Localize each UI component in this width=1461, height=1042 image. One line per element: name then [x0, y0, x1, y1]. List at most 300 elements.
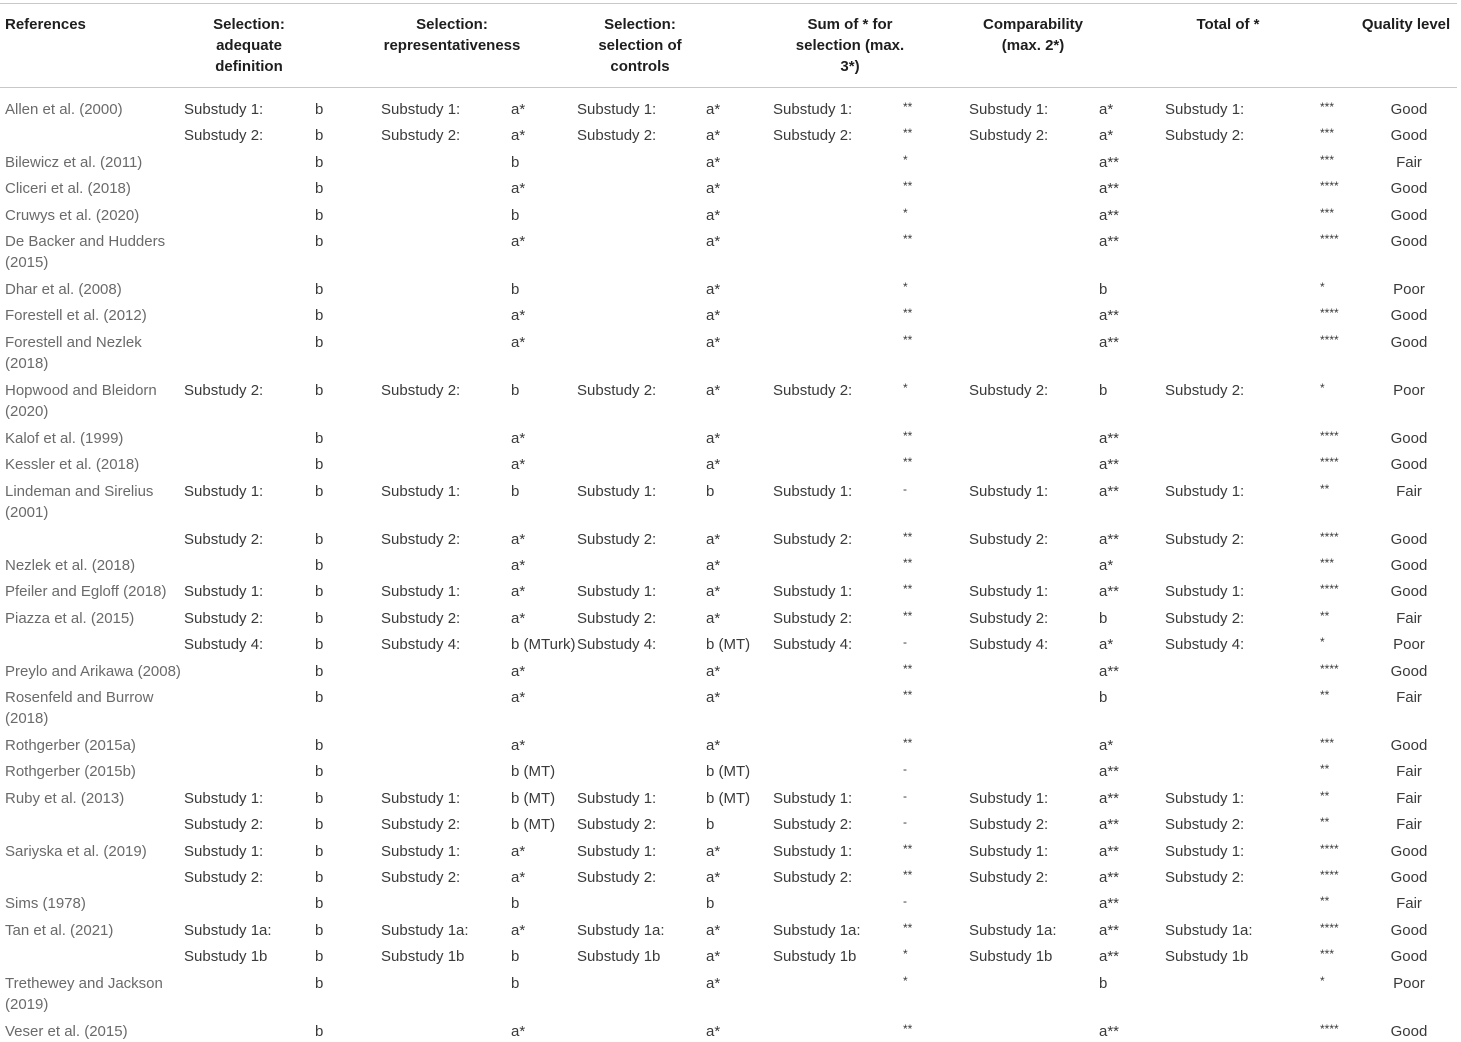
header-quality-level-line: Quality level — [1361, 16, 1451, 33]
quality-level-value: Good — [1390, 456, 1428, 474]
header-representativeness — [362, 14, 542, 56]
adequate-definition-value: b — [315, 180, 324, 198]
substudy-label-total: Substudy 1: — [1165, 482, 1245, 500]
comparability-value: a** — [1099, 307, 1120, 325]
representativeness-value: a* — [511, 180, 526, 198]
quality-level-value: Fair — [1396, 609, 1422, 627]
sum-selection-value: ** — [903, 332, 913, 347]
adequate-definition-value: b — [315, 763, 324, 781]
controls-value: a* — [706, 662, 721, 680]
sum-selection-value: ** — [903, 179, 913, 194]
header-sum-selection — [770, 14, 930, 77]
controls-value: a* — [706, 557, 721, 574]
representativeness-value: a* — [511, 869, 526, 886]
substudy-label-representativeness: Substudy 2: — [381, 530, 461, 548]
representativeness-value: a* — [511, 609, 526, 627]
quality-level-value: Good — [1390, 1022, 1428, 1040]
quality-level-value: Good — [1390, 180, 1428, 198]
header-selection-of-controls — [575, 14, 705, 77]
reference-cell: Lindeman and Sirelius — [5, 482, 154, 500]
header-adequate-definition-line: Selection: — [213, 16, 285, 33]
quality-level-value: Fair — [1396, 816, 1422, 834]
representativeness-value: a* — [511, 101, 526, 118]
comparability-value: a** — [1099, 233, 1120, 250]
representativeness-value: a* — [511, 1022, 526, 1040]
representativeness-value: b — [511, 281, 520, 298]
substudy-label-total: Substudy 4: — [1165, 636, 1245, 654]
total-stars-value: *** — [1320, 556, 1335, 570]
total-stars-value: ** — [1320, 688, 1330, 702]
representativeness-value: b — [511, 895, 520, 913]
substudy-label-controls: Substudy 1: — [577, 583, 657, 601]
controls-value: a* — [706, 456, 721, 474]
representativeness-value: a* — [511, 233, 526, 250]
total-stars-value: **** — [1320, 455, 1339, 470]
controls-value: a* — [706, 101, 721, 118]
substudy-label-definition: Substudy 1: — [184, 842, 264, 860]
reference-cell: (2015) — [5, 254, 49, 271]
substudy-label-sum: Substudy 1: — [773, 789, 853, 807]
adequate-definition-value: b — [315, 233, 324, 250]
substudy-label-sum: Substudy 2: — [773, 869, 853, 886]
quality-level-value: Fair — [1396, 895, 1422, 913]
total-stars-value: * — [1320, 973, 1325, 988]
substudy-label-definition: Substudy 2: — [184, 381, 264, 399]
substudy-label-sum: Substudy 2: — [773, 816, 853, 834]
comparability-value: b — [1099, 381, 1108, 399]
sum-selection-value: ** — [903, 920, 913, 935]
substudy-label-controls: Substudy 2: — [577, 609, 657, 627]
comparability-value: a** — [1099, 206, 1120, 224]
quality-level-value: Good — [1390, 127, 1428, 145]
substudy-label-comparability: Substudy 1: — [969, 842, 1049, 860]
substudy-label-definition: Substudy 4: — [184, 636, 264, 654]
adequate-definition-value: b — [315, 307, 324, 325]
controls-value: b (MT) — [706, 763, 751, 781]
comparability-value: a** — [1099, 763, 1120, 781]
quality-level-value: Good — [1390, 948, 1428, 966]
substudy-label-comparability: Substudy 2: — [969, 530, 1049, 548]
header-representativeness-line: Selection: — [416, 16, 488, 33]
comparability-value: a** — [1099, 816, 1120, 834]
controls-value: b — [706, 816, 715, 834]
adequate-definition-value: b — [315, 609, 324, 627]
total-stars-value: ** — [1320, 762, 1330, 777]
header-references — [5, 14, 165, 35]
reference-cell: Dhar et al. (2008) — [5, 281, 122, 298]
sum-selection-value: ** — [903, 100, 913, 114]
substudy-label-sum: Substudy 1: — [773, 583, 853, 601]
adequate-definition-value: b — [315, 1022, 324, 1040]
representativeness-value: a* — [511, 842, 526, 860]
substudy-label-comparability: Substudy 1: — [969, 101, 1049, 118]
quality-level-value: Fair — [1396, 153, 1422, 171]
comparability-value: a** — [1099, 842, 1120, 860]
representativeness-value: a* — [511, 530, 526, 548]
total-stars-value: ** — [1320, 815, 1330, 830]
sum-selection-value: ** — [903, 529, 913, 544]
header-sum-selection-line: Sum of * for — [807, 16, 893, 33]
controls-value: a* — [706, 530, 721, 548]
total-stars-value: * — [1320, 280, 1325, 294]
reference-cell: Nezlek et al. (2018) — [5, 557, 136, 574]
sum-selection-value: ** — [903, 582, 913, 597]
reference-cell: Pfeiler and Egloff (2018) — [5, 583, 167, 601]
representativeness-value: b — [511, 948, 520, 966]
sum-selection-value: ** — [903, 126, 913, 141]
total-stars-value: **** — [1320, 232, 1339, 246]
substudy-label-total: Substudy 2: — [1165, 381, 1245, 399]
header-adequate-definition-line: adequate — [216, 37, 282, 54]
representativeness-value: b — [511, 974, 520, 992]
total-stars-value: *** — [1320, 126, 1335, 141]
controls-value: b (MT) — [706, 636, 751, 654]
comparability-value: a** — [1099, 482, 1120, 500]
sum-selection-value: - — [903, 635, 907, 650]
substudy-label-representativeness: Substudy 1: — [381, 482, 461, 500]
adequate-definition-value: b — [315, 456, 324, 474]
representativeness-value: a* — [511, 557, 526, 574]
adequate-definition-value: b — [315, 333, 324, 351]
adequate-definition-value: b — [315, 381, 324, 399]
substudy-label-comparability: Substudy 1a: — [969, 921, 1057, 939]
sum-selection-value: * — [903, 205, 908, 220]
sum-selection-value: ** — [903, 661, 913, 676]
representativeness-value: b (MTurk) — [511, 636, 576, 654]
adequate-definition-value: b — [315, 662, 324, 680]
sum-selection-value: ** — [903, 841, 913, 856]
adequate-definition-value: b — [315, 921, 324, 939]
header-total — [1168, 14, 1288, 35]
substudy-label-comparability: Substudy 1b — [969, 948, 1053, 966]
adequate-definition-value: b — [315, 101, 324, 118]
header-representativeness-line: representativeness — [383, 37, 521, 54]
sum-selection-value: - — [903, 788, 907, 803]
header-adequate-definition — [188, 14, 310, 77]
sum-selection-value: * — [903, 947, 908, 962]
quality-level-value: Good — [1390, 842, 1428, 860]
reference-cell: Kalof et al. (1999) — [5, 429, 124, 447]
total-stars-value: *** — [1320, 152, 1335, 167]
sum-selection-value: * — [903, 152, 908, 167]
substudy-label-total: Substudy 1b — [1165, 948, 1249, 966]
header-rule — [0, 87, 1457, 88]
reference-cell: (2020) — [5, 402, 49, 420]
substudy-label-controls: Substudy 4: — [577, 636, 657, 654]
quality-level-value: Fair — [1396, 763, 1422, 781]
total-stars-value: **** — [1320, 582, 1339, 597]
comparability-value: a** — [1099, 456, 1120, 474]
sum-selection-value: ** — [903, 608, 913, 623]
representativeness-value: a* — [511, 333, 526, 351]
reference-cell: Bilewicz et al. (2011) — [5, 153, 143, 171]
representativeness-value: b (MT) — [511, 763, 556, 781]
reference-cell: Hopwood and Bleidorn — [5, 381, 157, 399]
controls-value: a* — [706, 869, 721, 886]
reference-cell: Ruby et al. (2013) — [5, 789, 125, 807]
substudy-label-total: Substudy 1: — [1165, 789, 1245, 807]
reference-cell: (2018) — [5, 354, 49, 372]
comparability-value: a* — [1099, 737, 1114, 754]
total-stars-value: *** — [1320, 205, 1335, 220]
substudy-label-total: Substudy 2: — [1165, 127, 1245, 145]
reference-cell: Sims (1978) — [5, 895, 86, 913]
adequate-definition-value: b — [315, 429, 324, 447]
substudy-label-controls: Substudy 1b — [577, 948, 661, 966]
sum-selection-value: ** — [903, 428, 913, 443]
controls-value: a* — [706, 333, 721, 351]
representativeness-value: a* — [511, 429, 526, 447]
adequate-definition-value: b — [315, 895, 324, 913]
adequate-definition-value: b — [315, 737, 324, 754]
representativeness-value: b — [511, 153, 520, 171]
quality-level-value: Poor — [1393, 281, 1425, 298]
controls-value: a* — [706, 206, 721, 224]
comparability-value: a** — [1099, 153, 1120, 171]
header-selection-of-controls-line: Selection: — [604, 16, 676, 33]
controls-value: a* — [706, 180, 721, 198]
adequate-definition-value: b — [315, 789, 324, 807]
comparability-value: b — [1099, 609, 1108, 627]
quality-level-value: Good — [1390, 921, 1428, 939]
substudy-label-comparability: Substudy 4: — [969, 636, 1049, 654]
quality-level-value: Good — [1390, 429, 1428, 447]
adequate-definition-value: b — [315, 816, 324, 834]
total-stars-value: * — [1320, 635, 1325, 650]
substudy-label-total: Substudy 2: — [1165, 869, 1245, 886]
substudy-label-definition: Substudy 2: — [184, 609, 264, 627]
sum-selection-value: ** — [903, 232, 913, 246]
substudy-label-comparability: Substudy 2: — [969, 609, 1049, 627]
header-comparability-line: Comparability — [982, 16, 1084, 33]
total-stars-value: ** — [1320, 608, 1330, 623]
reference-cell: De Backer and Hudders — [5, 233, 166, 250]
representativeness-value: a* — [511, 127, 526, 145]
quality-level-value: Good — [1390, 206, 1428, 224]
substudy-label-sum: Substudy 2: — [773, 609, 853, 627]
substudy-label-total: Substudy 1a: — [1165, 921, 1253, 939]
substudy-label-total: Substudy 2: — [1165, 530, 1245, 548]
header-quality-level — [1356, 14, 1456, 35]
comparability-value: a** — [1099, 948, 1120, 966]
comparability-value: a* — [1099, 636, 1114, 654]
total-stars-value: **** — [1320, 529, 1339, 544]
total-stars-value: **** — [1320, 1021, 1339, 1036]
reference-cell: (2019) — [5, 995, 49, 1013]
substudy-label-comparability: Substudy 1: — [969, 583, 1049, 601]
adequate-definition-value: b — [315, 127, 324, 145]
adequate-definition-value: b — [315, 948, 324, 966]
substudy-label-comparability: Substudy 2: — [969, 381, 1049, 399]
representativeness-value: b (MT) — [511, 789, 556, 807]
adequate-definition-value: b — [315, 281, 324, 298]
substudy-label-total: Substudy 1: — [1165, 583, 1245, 601]
substudy-label-representativeness: Substudy 2: — [381, 816, 461, 834]
controls-value: a* — [706, 307, 721, 325]
header-selection-of-controls-line: selection of — [598, 37, 682, 54]
controls-value: a* — [706, 233, 721, 250]
substudy-label-sum: Substudy 2: — [773, 530, 853, 548]
total-stars-value: **** — [1320, 179, 1339, 194]
top-rule — [0, 3, 1457, 4]
substudy-label-definition: Substudy 1: — [184, 583, 264, 601]
quality-level-value: Fair — [1396, 482, 1422, 500]
reference-cell: Tan et al. (2021) — [5, 921, 114, 939]
comparability-value: a** — [1099, 333, 1120, 351]
substudy-label-sum: Substudy 1: — [773, 842, 853, 860]
reference-cell: Forestell et al. (2012) — [5, 307, 147, 325]
substudy-label-controls: Substudy 2: — [577, 816, 657, 834]
substudy-label-definition: Substudy 1a: — [184, 921, 272, 939]
controls-value: a* — [706, 609, 721, 627]
controls-value: a* — [706, 1022, 721, 1040]
reference-cell: Cruwys et al. (2020) — [5, 206, 140, 224]
substudy-label-controls: Substudy 1: — [577, 482, 657, 500]
comparability-value: a* — [1099, 127, 1114, 145]
sum-selection-value: * — [903, 280, 908, 294]
comparability-value: b — [1099, 281, 1108, 298]
representativeness-value: a* — [511, 921, 526, 939]
substudy-label-controls: Substudy 2: — [577, 530, 657, 548]
substudy-label-definition: Substudy 1b — [184, 948, 268, 966]
comparability-value: a** — [1099, 429, 1120, 447]
substudy-label-representativeness: Substudy 1: — [381, 583, 461, 601]
quality-level-value: Good — [1390, 101, 1428, 118]
substudy-label-definition: Substudy 2: — [184, 530, 264, 548]
adequate-definition-value: b — [315, 153, 324, 171]
substudy-label-representativeness: Substudy 4: — [381, 636, 461, 654]
sum-selection-value: ** — [903, 1021, 913, 1036]
adequate-definition-value: b — [315, 557, 324, 574]
controls-value: a* — [706, 842, 721, 860]
representativeness-value: b — [511, 482, 520, 500]
substudy-label-representativeness: Substudy 1b — [381, 948, 465, 966]
controls-value: a* — [706, 921, 721, 939]
controls-value: b — [706, 895, 715, 913]
substudy-label-sum: Substudy 2: — [773, 381, 853, 399]
adequate-definition-value: b — [315, 842, 324, 860]
header-adequate-definition-line: definition — [215, 58, 283, 75]
header-references-line: References — [5, 16, 86, 33]
substudy-label-representativeness: Substudy 2: — [381, 127, 461, 145]
substudy-label-total: Substudy 1: — [1165, 842, 1245, 860]
controls-value: a* — [706, 281, 721, 298]
total-stars-value: **** — [1320, 868, 1339, 882]
total-stars-value: *** — [1320, 736, 1335, 750]
sum-selection-value: - — [903, 815, 907, 830]
substudy-label-definition: Substudy 2: — [184, 127, 264, 145]
controls-value: a* — [706, 737, 721, 754]
reference-cell: Rosenfeld and Burrow — [5, 689, 154, 706]
substudy-label-comparability: Substudy 2: — [969, 816, 1049, 834]
representativeness-value: a* — [511, 662, 526, 680]
adequate-definition-value: b — [315, 689, 324, 706]
adequate-definition-value: b — [315, 974, 324, 992]
representativeness-value: a* — [511, 689, 526, 706]
substudy-label-representativeness: Substudy 1: — [381, 789, 461, 807]
substudy-label-controls: Substudy 2: — [577, 869, 657, 886]
quality-level-value: Good — [1390, 737, 1428, 754]
substudy-label-controls: Substudy 1: — [577, 101, 657, 118]
sum-selection-value: ** — [903, 868, 913, 882]
total-stars-value: *** — [1320, 947, 1335, 962]
substudy-label-representativeness: Substudy 2: — [381, 381, 461, 399]
reference-cell: Preylo and Arikawa (2008) — [5, 662, 181, 680]
total-stars-value: **** — [1320, 920, 1339, 935]
adequate-definition-value: b — [315, 636, 324, 654]
quality-level-value: Good — [1390, 233, 1428, 250]
adequate-definition-value: b — [315, 206, 324, 224]
controls-value: a* — [706, 429, 721, 447]
substudy-label-representativeness: Substudy 2: — [381, 609, 461, 627]
adequate-definition-value: b — [315, 583, 324, 601]
substudy-label-sum: Substudy 1: — [773, 482, 853, 500]
comparability-value: a** — [1099, 530, 1120, 548]
quality-level-value: Good — [1390, 530, 1428, 548]
substudy-label-comparability: Substudy 1: — [969, 789, 1049, 807]
adequate-definition-value: b — [315, 530, 324, 548]
header-sum-selection-line: selection (max. — [795, 37, 905, 54]
substudy-label-controls: Substudy 1a: — [577, 921, 665, 939]
sum-selection-value: ** — [903, 688, 913, 702]
substudy-label-sum: Substudy 1a: — [773, 921, 861, 939]
sum-selection-value: ** — [903, 455, 913, 470]
representativeness-value: a* — [511, 737, 526, 754]
controls-value: a* — [706, 689, 721, 706]
substudy-label-definition: Substudy 1: — [184, 101, 264, 118]
substudy-label-sum: Substudy 2: — [773, 127, 853, 145]
header-selection-of-controls-line: controls — [610, 58, 670, 75]
quality-level-value: Poor — [1393, 974, 1425, 992]
quality-level-value: Poor — [1393, 381, 1425, 399]
quality-level-value: Good — [1390, 869, 1428, 886]
substudy-label-comparability: Substudy 2: — [969, 127, 1049, 145]
sum-selection-value: ** — [903, 736, 913, 750]
comparability-value: b — [1099, 689, 1108, 706]
total-stars-value: * — [1320, 380, 1325, 395]
controls-value: a* — [706, 948, 721, 966]
substudy-label-representativeness: Substudy 1: — [381, 101, 461, 118]
substudy-label-sum: Substudy 4: — [773, 636, 853, 654]
substudy-label-total: Substudy 2: — [1165, 816, 1245, 834]
quality-level-value: Good — [1390, 583, 1428, 601]
substudy-label-total: Substudy 1: — [1165, 101, 1245, 118]
substudy-label-definition: Substudy 2: — [184, 869, 264, 886]
substudy-label-controls: Substudy 1: — [577, 789, 657, 807]
representativeness-value: a* — [511, 307, 526, 325]
comparability-value: a** — [1099, 869, 1120, 886]
substudy-label-definition: Substudy 1: — [184, 789, 264, 807]
sum-selection-value: * — [903, 973, 908, 988]
quality-level-value: Good — [1390, 557, 1428, 574]
sum-selection-value: * — [903, 380, 908, 395]
controls-value: a* — [706, 153, 721, 171]
quality-level-value: Fair — [1396, 689, 1422, 706]
sum-selection-value: - — [903, 894, 907, 909]
total-stars-value: **** — [1320, 306, 1339, 321]
quality-level-value: Fair — [1396, 789, 1422, 807]
comparability-value: a** — [1099, 662, 1120, 680]
controls-value: b (MT) — [706, 789, 751, 807]
total-stars-value: ** — [1320, 481, 1330, 496]
quality-level-value: Good — [1390, 333, 1428, 351]
total-stars-value: *** — [1320, 100, 1335, 114]
comparability-value: a* — [1099, 557, 1114, 574]
representativeness-value: a* — [511, 583, 526, 601]
controls-value: a* — [706, 974, 721, 992]
controls-value: a* — [706, 127, 721, 145]
substudy-label-representativeness: Substudy 1: — [381, 842, 461, 860]
